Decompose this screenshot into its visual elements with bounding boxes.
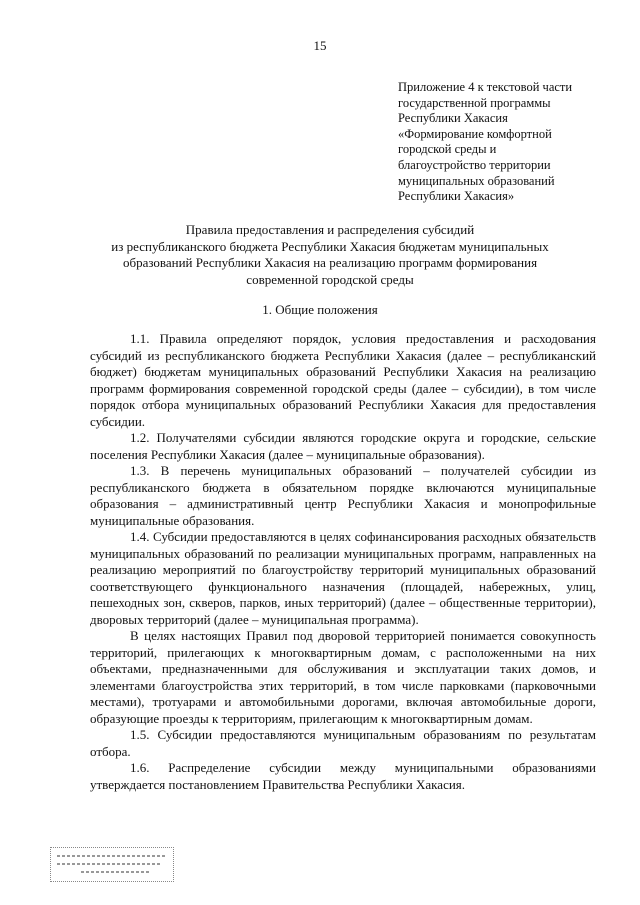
paragraph: 1.6. Распределение субсидии между муниципальными образованиями утверждается постановлением Правительства Республики Хакасия.	[90, 760, 596, 792]
title-line: из республиканского бюджета Республики Хакасия бюджетам муниципальных	[111, 238, 549, 254]
appendix-line: Республики Хакасия	[398, 111, 508, 126]
appendix-note	[398, 80, 598, 205]
title-line: Правила предоставления и распределения субсидий	[185, 222, 475, 237]
appendix-line: Республики Хакасия»	[398, 189, 515, 204]
document-title	[60, 222, 600, 288]
paragraph: В целях настоящих Правил под дворовой территорией понимается совокупность территорий, прилегающих к многоквартирным домам, с расположенными на них объектами, предназначенными для обслуживания и эксплуатации таких домов, и элементами благоустройства этих территорий, в том числе парковками (парковочными местами), тротуарами и автомобильными дорогами, включая автомобильные дороги, образующие проезды к территориям, прилегающим к многоквартирным домам.	[90, 628, 596, 726]
appendix-line: государственной программы	[398, 95, 551, 110]
page-number: 15	[313, 38, 327, 53]
appendix-line: городской среды и	[398, 142, 497, 157]
section-heading: 1. Общие положения	[262, 302, 378, 317]
appendix-line: муниципальных образований	[398, 173, 555, 188]
document-body	[90, 331, 596, 793]
paragraph: 1.5. Субсидии предоставляются муниципальным образованиям по результатам отбора.	[90, 727, 596, 759]
appendix-line: «Формирование комфортной	[398, 126, 552, 141]
appendix-line: Приложение 4 к текстовой части	[398, 80, 573, 94]
stamp-line	[81, 871, 151, 873]
registration-stamp	[50, 847, 174, 882]
paragraph: 1.3. В перечень муниципальных образований – получателей субсидии из республиканского бюджета в обязательном порядке включаются муниципальные образования – административный центр Республики Хакасия и монопрофильные муниципальные образования.	[90, 463, 596, 528]
paragraph: 1.2. Получателями субсидии являются городские округа и городские, сельские поселения Республики Хакасия (далее – муниципальные образования).	[90, 430, 596, 462]
stamp-line	[57, 863, 161, 865]
title-line: современной городской среды	[246, 271, 414, 287]
appendix-line: благоустройство территории	[398, 157, 551, 172]
stamp-line	[57, 855, 165, 857]
title-line: образований Республики Хакасия на реализацию программ формирования	[122, 255, 538, 270]
paragraph: 1.1. Правила определяют порядок, условия предоставления и расходования субсидий из республиканского бюджета Республики Хакасия (далее – республиканский бюджет) бюджетам муниципальных образований Республики Хакасия на реализацию программ формирования современной городской среды (далее – субсидии), в том числе порядок отбора муниципальных образований Республики Хакасия для предоставления субсидии.	[90, 331, 596, 429]
paragraph: 1.4. Субсидии предоставляются в целях софинансирования расходных обязательств муниципальных образований по реализации муниципальных программ, направленных на реализацию мероприятий по благоустройству территорий муниципальных образований соответствующего функционального назначения (площадей, набережных, улиц, пешеходных зон, скверов, парков, иных территорий) (далее – общественные территории), дворовых территорий (далее – муниципальная программа).	[90, 529, 596, 627]
